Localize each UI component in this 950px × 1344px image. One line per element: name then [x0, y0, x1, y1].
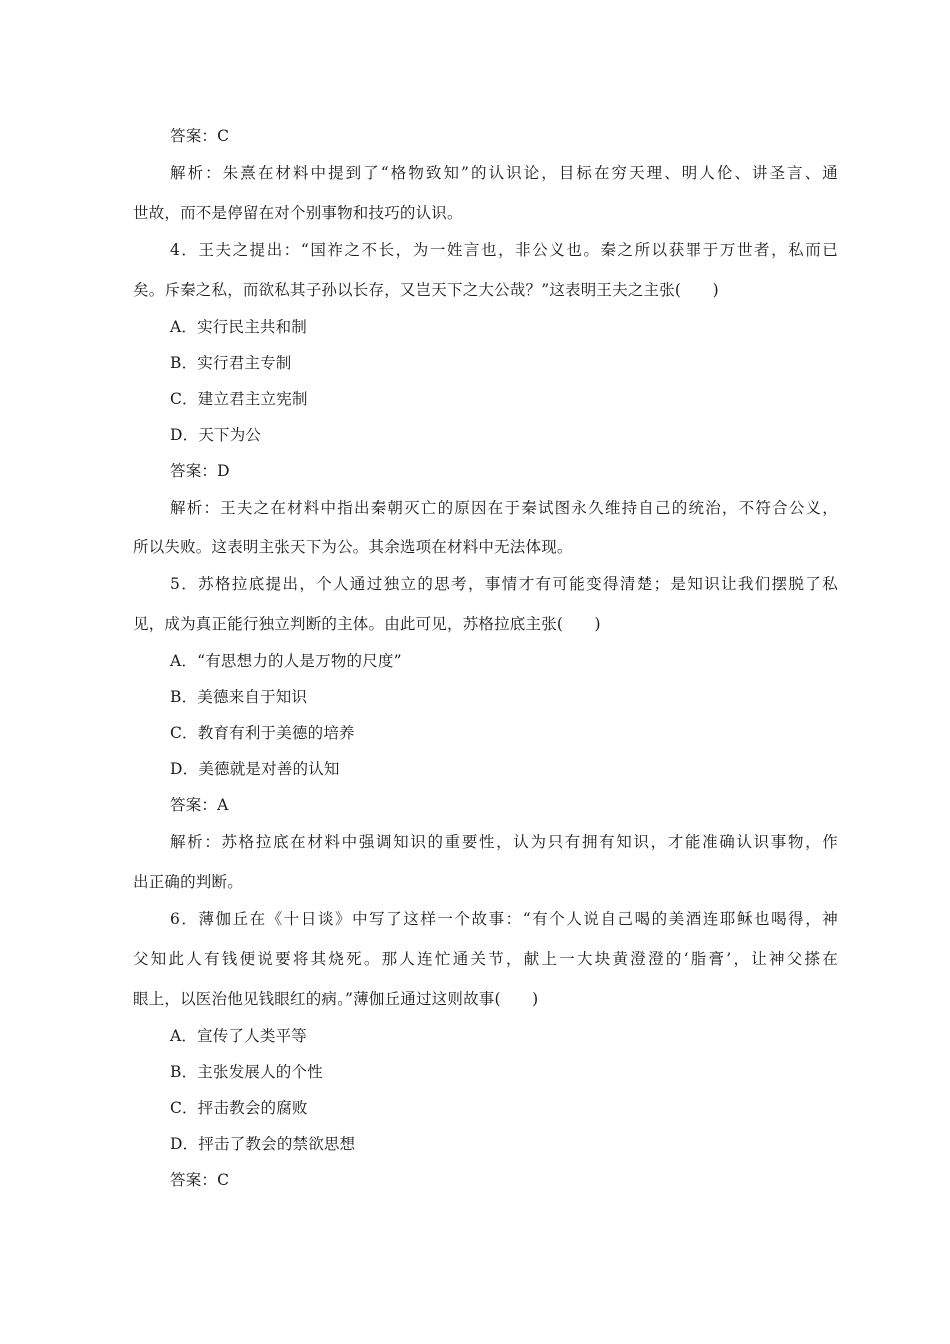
- q4-analysis-line-2: 所以失败。这表明主张天下为公。其余选项在材料中无法体现。: [133, 538, 573, 556]
- q5-option-a: A．“有思想力的人是万物的尺度”: [170, 652, 402, 670]
- q6-stem-line-2: 父知此人有钱便说要将其烧死。那人连忙通关节，献上一大块黄澄澄的‘脂膏’，让神父搽在: [133, 950, 838, 968]
- q5-analysis-line-2: 出正确的判断。: [133, 873, 243, 891]
- q6-answer: 答案：C: [170, 1171, 230, 1189]
- q4-answer: 答案：D: [170, 462, 230, 480]
- q5-option-b: B．美德来自于知识: [170, 688, 308, 706]
- q3-analysis-line-1: 解析：朱熹在材料中提到了“格物致知”的认识论，目标在穷天理、明人伦、讲圣言、通: [170, 164, 838, 182]
- q4-stem-line-1: 4．王夫之提出：“国祚之不长，为一姓言也，非公义也。秦之所以获罪于万世者，私而已: [170, 241, 838, 259]
- q4-option-a: A．实行民主共和制: [170, 318, 307, 336]
- q5-stem-line-1: 5．苏格拉底提出，个人通过独立的思考，事情才有可能变得清楚；是知识让我们摆脱了私: [170, 575, 838, 593]
- q6-option-c: C．抨击教会的腐败: [170, 1099, 308, 1117]
- q5-analysis-line-1: 解析：苏格拉底在材料中强调知识的重要性，认为只有拥有知识，才能准确认识事物，作: [170, 833, 838, 851]
- q3-answer: 答案：C: [170, 127, 230, 145]
- q4-option-c: C．建立君主立宪制: [170, 390, 308, 408]
- q6-stem-line-1: 6．薄伽丘在《十日谈》中写了这样一个故事：“有个人说自己喝的美酒连耶稣也喝得，神: [170, 910, 838, 928]
- q5-option-c: C．教育有利于美德的培养: [170, 724, 355, 742]
- q4-option-b: B．实行君主专制: [170, 354, 292, 372]
- q6-option-b: B．主张发展人的个性: [170, 1063, 323, 1081]
- q3-analysis-line-2: 世故，而不是停留在对个别事物和技巧的认识。: [133, 204, 463, 222]
- q5-answer: 答案：A: [170, 796, 229, 814]
- q4-stem-line-2: 矣。斥秦之私，而欲私其子孙以长存，又岂天下之大公哉？”这表明王夫之主张( ): [133, 281, 719, 299]
- q5-stem-line-2: 见，成为真正能行独立判断的主体。由此可见，苏格拉底主张( ): [133, 615, 601, 633]
- q4-option-d: D．天下为公: [170, 426, 262, 444]
- q4-analysis-line-1: 解析：王夫之在材料中指出秦朝灭亡的原因在于秦试图永久维持自己的统治，不符合公义，: [170, 499, 838, 517]
- q6-option-d: D．抨击了教会的禁欲思想: [170, 1135, 356, 1153]
- q6-option-a: A．宣传了人类平等: [170, 1027, 307, 1045]
- q5-option-d: D．美德就是对善的认知: [170, 760, 340, 778]
- q6-stem-line-3: 眼上，以医治他见钱眼红的病。”薄伽丘通过这则故事( ): [133, 990, 539, 1008]
